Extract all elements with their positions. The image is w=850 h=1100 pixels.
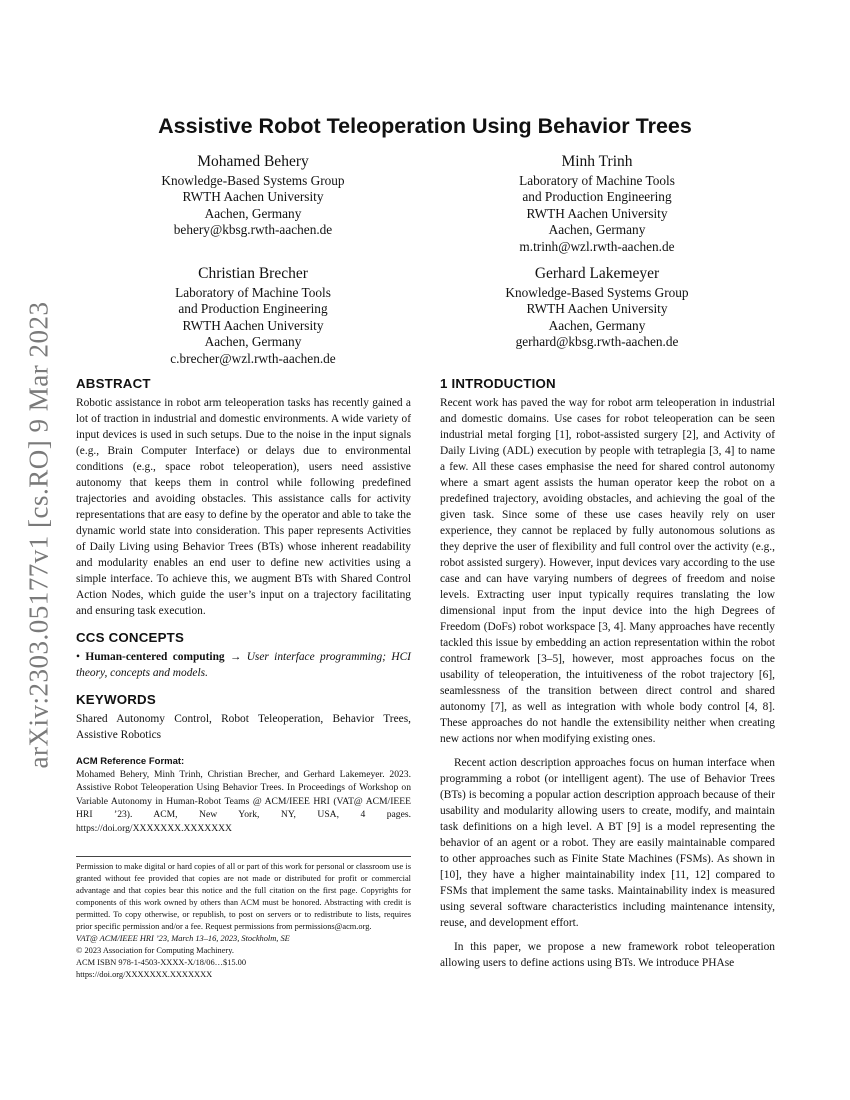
author-name: Minh Trinh	[561, 153, 633, 170]
ccs-bullet: •	[76, 651, 80, 663]
keywords-text: Shared Autonomy Control, Robot Teleoperation, Behavior Trees, Assistive Robotics	[76, 713, 411, 741]
author-block	[118, 264, 388, 367]
arxiv-id: arXiv:2303.05177v1 [cs.RO] 9 Mar 2023	[23, 301, 54, 769]
introduction-heading: 1 INTRODUCTION	[440, 376, 556, 391]
author-affiliation: Knowledge-Based Systems Group	[505, 285, 689, 300]
intro-paragraph: Recent action description approaches focus on human interface when programming a robot (or intelligent agent). The use of Behavior Trees (BTs) is becoming a popular action description approach because of their usability and modularity allowing users to create, modify, and maintain task definitions on a high level. A BT [9] is a model representing the behavior of an agent or a robot. They are easily maintainable compared to other approaches such as Finite State Machines (FSMs). As shown in [10], they have a higher maintainability index [11, 12] compared to FSMs that implement the same tasks. Maintainability index is measured using several software characteristics including maintenance intensity, reuse, and development effort.	[440, 757, 775, 929]
abstract-heading: ABSTRACT	[76, 376, 151, 391]
reference-format-heading: ACM Reference Format:	[76, 756, 185, 767]
intro-paragraph: Recent work has paved the way for robot arm teleoperation in industrial and domestic domains. Use cases for robot teleoperation can be seen industrial metal forging [1], robot-assisted surgery [2], and Activity of Daily Living (ADL) execution by people with tetraplegia [3, 4] to name a few. All these cases emphasise the need for shared control autonomy where a smart agent assists the human operator keep the robot on a predefined trajectory, avoiding obstacles, and achieving the goal of the given task. Since some of these use cases heavily rely on user experience, they cannot be replaced by fully autonomous solutions as they deprive the user of flexibility and full control over the activity (e.g., robot assisted surgery). However, input devices vary according to the use case and can have varying numbers of degrees of freedom and noise levels. Extracting user input typically requires translating the low dimensional input from the input device into the high Degrees of Freedom (DoFs) robot workspace [3, 4]. Many approaches have recently tackled this issue by embedding an action representation within the robot control framework [3–5], however, most approaches focus on the usability of teleoperation, the intuitiveness of the robot trajectory [6], seamlessness of the transition between direct control and shared autonomy [7], as well as integration with whole body control [4, 8]. These approaches do not handle the extensibility neither when creating new actions nor when modifying existing ones.	[440, 397, 775, 745]
permission-footnote	[76, 856, 411, 981]
isbn-text: ACM ISBN 978-1-4503-XXXX-X/18/06…$15.00	[76, 958, 247, 967]
author-email: m.trinh@wzl.rwth-aachen.de	[519, 238, 675, 254]
author-name: Mohamed Behery	[197, 153, 309, 170]
author-affiliation: Knowledge-Based Systems Group	[161, 173, 345, 188]
author-affiliation: Aachen, Germany	[548, 317, 646, 333]
reference-format-text: Mohamed Behery, Minh Trinh, Christian Brecher, and Gerhard Lakemeyer. 2023. Assistive Robot Teleoperation Using Behavior Trees. In Proceedings of Workshop on Variable Autonomy in Human-Robot Teams @ ACM/IEEE HRI (VAT@ ACM/IEEE HRI ’23). ACM, New York, NY, USA, 4 pages. https://doi.org/XXXXXXX.XXXXXXX	[76, 769, 411, 834]
ccs-arrow: →	[229, 651, 242, 663]
author-name: Christian Brecher	[198, 265, 308, 282]
paper-title: Assistive Robot Teleoperation Using Behavior Trees	[158, 114, 692, 138]
author-affiliation: RWTH Aachen University	[526, 205, 668, 221]
author-affiliation: Laboratory of Machine Tools	[175, 285, 331, 300]
venue-text: VAT@ ACM/IEEE HRI ’23, March 13–16, 2023, Stockholm, SE	[76, 934, 290, 943]
author-affiliation: Aachen, Germany	[204, 205, 302, 221]
keywords-heading: KEYWORDS	[76, 692, 156, 707]
permission-text: Permission to make digital or hard copies of all or part of this work for personal or classroom use is granted without fee provided that copies are not made or distributed for profit or commercial advantage and that copies bear this notice and the full citation on the first page. Copyrights for components of this work owned by others than ACM must be honored. Abstracting with credit is permitted. To copy otherwise, or republish, to post on servers or to redistribute to lists, requires prior specific permission and/or a fee. Request permissions from permissions@acm.org.	[76, 862, 411, 931]
ccs-rest: User interface programming; HCI theory, concepts and models.	[76, 651, 411, 679]
abstract-text: Robotic assistance in robot arm teleoperation tasks has recently gained a lot of traction in industrial and domestic environments. A wide variety of input devices is used in such setups. Due to the noise in the input signals (e.g., Brain Computer Interface) or delays due to environmental conditions (e.g., space robot teleoperation), users need assistive autonomy that keeps them in control while following predefined trajectories and avoiding obstacles. This assistance calls for activity representations that are easy to define by the operator and able to take the dynamic world state into consideration. This paper represents Activities of Daily Living using Behavior Trees (BTs) whose inherent readability and modularity enables an end user to define new activities using a simple interface. To achieve this, we augment BTs with Shared Control Action Nodes, which guide the user’s input on a trajectory facilitating and ensuring task execution.	[76, 397, 411, 617]
author-block	[118, 152, 388, 239]
ccs-concepts	[76, 649, 411, 681]
author-email: behery@kbsg.rwth-aachen.de	[173, 222, 333, 238]
ccs-heading: CCS CONCEPTS	[76, 630, 185, 645]
author-affiliation: and Production Engineering	[522, 189, 672, 205]
author-affiliation: RWTH Aachen University	[526, 301, 668, 317]
author-block	[462, 152, 732, 255]
intro-paragraph: In this paper, we propose a new framework robot teleoperation allowing users to define actions using BTs. We introduce PHAse	[440, 941, 775, 969]
ccs-concept: Human-centered computing	[85, 651, 225, 663]
author-block	[462, 264, 732, 351]
arxiv-stamp	[19, 300, 59, 770]
author-affiliation: and Production Engineering	[178, 301, 328, 317]
doi-link[interactable]: https://doi.org/XXXXXXX.XXXXXXX	[76, 970, 213, 979]
left-column	[76, 375, 411, 835]
footnote-rule	[76, 856, 411, 857]
author-email: gerhard@kbsg.rwth-aachen.de	[515, 334, 679, 350]
author-affiliation: Laboratory of Machine Tools	[519, 173, 675, 188]
author-affiliation: RWTH Aachen University	[182, 189, 324, 205]
author-email: c.brecher@wzl.rwth-aachen.de	[170, 350, 336, 366]
right-column	[440, 375, 775, 971]
author-affiliation: RWTH Aachen University	[182, 317, 324, 333]
author-affiliation: Aachen, Germany	[204, 334, 302, 350]
author-name: Gerhard Lakemeyer	[534, 265, 660, 282]
author-affiliation: Aachen, Germany	[548, 222, 646, 238]
copyright-text: © 2023 Association for Computing Machinery.	[76, 946, 234, 955]
